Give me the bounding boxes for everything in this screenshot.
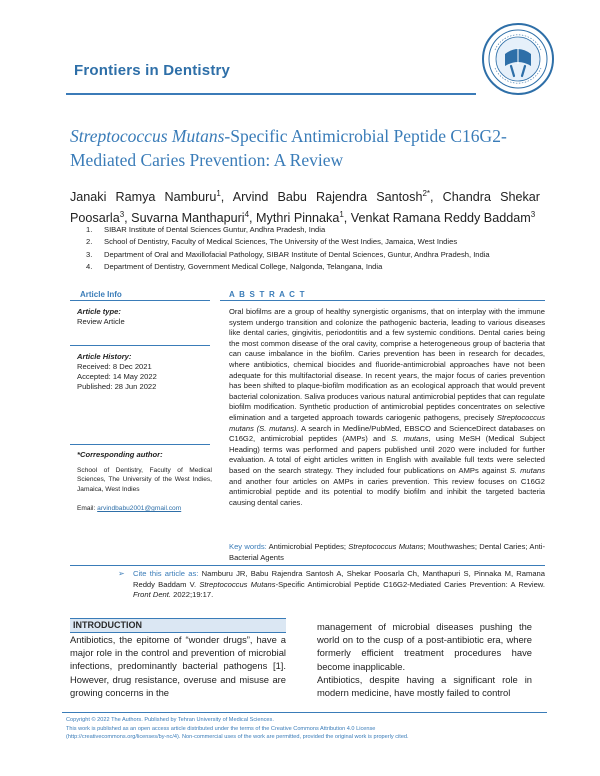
article-info-heading: Article Info: [80, 290, 122, 299]
cite-arrow-icon: ➢: [118, 569, 125, 578]
article-type-block: [77, 307, 125, 327]
affiliation-number: 3.: [86, 249, 93, 259]
affiliation-text: Department of Dentistry, Government Medical College, Nalgonda, Telangana, India: [104, 262, 383, 272]
affiliation-text: School of Dentistry, Faculty of Medical Sciences, The University of the West Indies, Jamaica, West Indies: [104, 237, 458, 247]
accepted-date: Accepted: 14 May 2022: [77, 372, 157, 381]
paper-title: [70, 124, 540, 172]
citation-part: 2022;19:17.: [170, 590, 214, 600]
article-type-label: Article type:: [77, 307, 121, 316]
footer-line: Copyright © 2022 The Authors. Published by Tehran University of Medical Sciences.: [66, 717, 274, 723]
citation-block: [133, 569, 545, 601]
footer-line: (http://creativecommons.org/licenses/by-nc/4). Non-commercial uses of the work are permitted, provided the original work is properly cited.: [66, 734, 409, 741]
affiliation-number: 4.: [86, 262, 93, 272]
email-link[interactable]: arvindbabu2001@gmail.com: [97, 505, 182, 513]
published-date: Published: 28 Jun 2022: [77, 382, 157, 391]
abstract-part: Oral biofilms are a group of healthy synergistic organisms, that on interplay with the immune system undergo transition and colonize the pathogenic bacteria, leading to various diseases like dental caries, gingivitis, periodontitis and a few systemic conditions. Dental caries being the most common disease of the oral cavity, comprise a heterogeneous group of bacteria that can cause imbalance in the biofilm. Caries prevention has been in research for decades, where antibiotics, chemical biocides and fluoride-antimicrobial approaches have not been adequate for this multifactorial disease. In recent years, the major focus of caries prevention has been shifted to plaque-biofilm modification as an ecological approach that would prevent bacterial colonization. Saliva produces various natural antimicrobial peptides that can regulate biofilm modification. Synthetic production of antimicrobial peptides concentrates on selective elimination and a targeted approach towards cariogenic pathogens, precisely: [229, 307, 545, 422]
footer-line: This work is published as an open access article distributed under the terms of the Creative Commons Attribution 4.0 License: [66, 725, 376, 732]
article-history-label: Article History:: [77, 352, 132, 361]
footer-rule: [62, 712, 547, 713]
introduction-right-column: [317, 620, 532, 699]
keywords-line: [229, 542, 545, 563]
affiliation-item: [86, 224, 546, 236]
info-divider: [70, 345, 210, 346]
keywords-italic: Streptococcus Mutans: [348, 542, 424, 551]
abstract-part: . A search in Medline/PubMed, EBSCO and ScienceDirect databases on C16G2, antimicrobial peptides (AMPs) and: [229, 423, 546, 444]
journal-title: Frontiers in Dentistry: [74, 62, 231, 79]
introduction-left-column: Antibiotics, the epitome of “wonder drugs”, have a major role in the control and prevention of microbial infections, predominantly bacterial pathogens [1]. However, drug resistance, overuse and misuse are growing concerns in the: [70, 634, 286, 698]
introduction-heading: INTRODUCTION: [73, 620, 142, 630]
keywords-part: ; Mouthwashes; Dental Caries; Anti-Bacterial Agents: [229, 542, 545, 562]
affiliation-text: SIBAR Institute of Dental Sciences Guntur, Andhra Pradesh, India: [104, 225, 326, 234]
affiliation-item: [86, 261, 546, 273]
author-affiliation-mark: 2*: [422, 189, 431, 198]
author-name: Venkat Ramana Reddy Baddam: [350, 211, 531, 226]
journal-logo: [481, 22, 555, 96]
received-date: Received: 8 Dec 2021: [77, 362, 152, 371]
affiliation-text: Department of Oral and Maxillofacial Pathology, SIBAR Institute of Dental Sciences, Guntur, Andhra Pradesh, India: [104, 249, 490, 259]
keywords-label: Key words:: [229, 542, 267, 551]
email-label: Email:: [77, 505, 96, 513]
citation-italic: Streptococcus Mutans: [199, 579, 276, 589]
copyright-footer: [66, 716, 546, 742]
affiliation-item: [86, 236, 546, 248]
abstract-italic: S. mutans: [509, 465, 546, 475]
article-history-block: [77, 352, 157, 392]
citation-part: -Specific Antimicrobial Peptide C16G2-Mediated Caries Prevention: A Review.: [275, 579, 545, 589]
affiliation-number: 1.: [86, 225, 93, 234]
article-type-value: Review Article: [77, 317, 125, 326]
affiliation-item: [86, 249, 546, 261]
article-info-rule: [70, 300, 210, 301]
author-name: Mythri Pinnaka: [256, 211, 340, 226]
corresponding-author-block: [77, 450, 212, 514]
header-rule: [66, 93, 476, 95]
author-affiliation-mark: 4: [244, 210, 250, 220]
author-list: Janaki Ramya Namburu$^1$, Arvind Babu Rajendra Santosh$^{2*}$, Chandra Shekar Poosarla$^3$, Suvarna Manthapuri$^4$, Mythri Pinnaka$^1$, Venkat Ramana Reddy Baddam$^3$: [70, 189, 540, 226]
info-divider: [70, 444, 210, 445]
abstract-italic: S. mutans: [391, 434, 429, 444]
author-name: Janaki Ramya Namburu: [70, 190, 217, 205]
introduction-paragraph: management of microbial diseases pushing the world on to the cusp of a post-antibiotic era, where formerly efficient treatment procedures have become inapplicable.: [317, 621, 532, 672]
abstract-part: and another four articles on AMPs in caries prevention. This review focuses on C16G2 antimicrobial peptide and its potential to modify biofilm and inhibit the targeted bacteria causing dental caries.: [229, 476, 545, 507]
author-name: Suvarna Manthapuri: [131, 211, 245, 226]
introduction-paragraph: Antibiotics, despite having a significant role in modern medicine, have mostly failed to control: [317, 673, 532, 699]
author-affiliation-mark: 3: [119, 210, 125, 220]
author-affiliation-mark: 1: [339, 210, 344, 220]
abstract-text: [229, 307, 545, 508]
corresponding-author-email-line: [77, 504, 212, 513]
author-name: Arvind Babu Rajendra Santosh: [232, 190, 423, 205]
abstract-part: , using MeSH (Medical Subject Heading) terms was performed and papers published until 2020 were included for further evaluation. A total of eight articles written in English with available full texts were selected based on the search strategy. They included four publications on AMPs against: [229, 434, 546, 475]
abstract-italic: Streptococcus mutans (S. mutans): [229, 412, 545, 433]
affiliation-number: 2.: [86, 237, 93, 247]
keywords-part: Antimicrobial Peptides;: [266, 542, 349, 551]
author-affiliation-mark: 3: [530, 210, 536, 220]
author-affiliation-mark: 1: [216, 189, 221, 198]
citation-journal: Front Dent.: [133, 590, 171, 600]
corresponding-author-address: School of Dentistry, Faculty of Medical Sciences, The University of the West Indies, Jamaica, West Indies: [77, 467, 212, 493]
paper-title-rest: -Specific Antimicrobial Peptide C16G2-Mediated Caries Prevention: A Review: [70, 126, 507, 170]
abstract-heading: A B S T R A C T: [229, 290, 306, 299]
author-name: Chandra Shekar Poosarla: [70, 190, 540, 226]
paper-title-italic: Streptococcus Mutans: [70, 126, 225, 146]
abstract-rule: [220, 300, 545, 301]
corresponding-author-label: *Corresponding author:: [77, 450, 163, 459]
citation-part: Namburu JR, Babu Rajendra Santosh A, Shekar Poosarla Ch, Manthapuri S, Pinnaka M, Ramana Reddy Baddam V.: [133, 569, 545, 589]
keywords-rule: [70, 565, 545, 566]
citation-label: Cite this article as:: [133, 569, 199, 578]
affiliation-list: [86, 224, 546, 274]
